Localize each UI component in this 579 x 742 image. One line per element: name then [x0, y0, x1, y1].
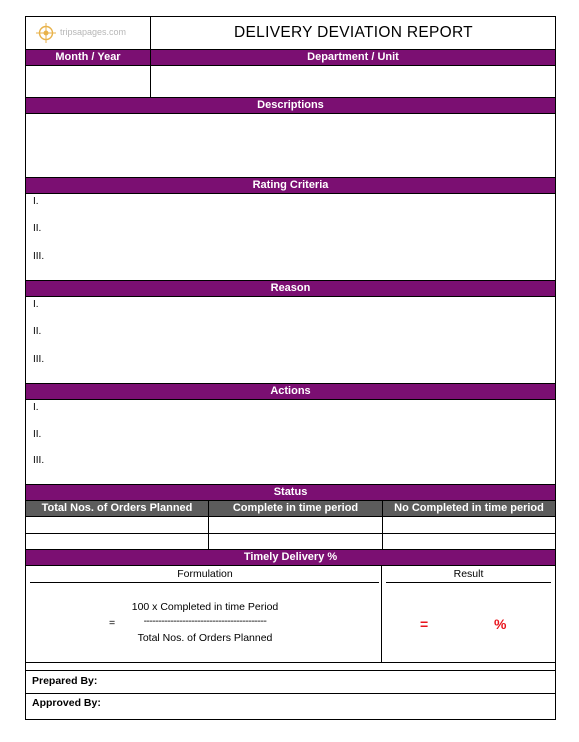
timely-delivery-header: Timely Delivery %	[25, 549, 556, 566]
logo	[30, 22, 145, 44]
result-underline	[386, 582, 551, 583]
actions-item-1: I.	[33, 402, 39, 413]
reason-item-3: III.	[33, 354, 45, 365]
status-col-total-planned: Total Nos. of Orders Planned	[25, 500, 209, 517]
prepared-by-label: Prepared By:	[32, 675, 98, 687]
rating-item-3: III.	[33, 251, 45, 262]
department-header: Department / Unit	[150, 49, 556, 66]
month-year-header: Month / Year	[25, 49, 151, 66]
reason-item-2: II.	[33, 326, 42, 337]
status-cell-not-complete[interactable]	[383, 517, 555, 533]
actions-item-2: II.	[33, 429, 42, 440]
result-percent: %	[494, 616, 507, 632]
formulation-label: Formulation	[177, 568, 233, 580]
status-cell-complete[interactable]	[209, 517, 382, 533]
actions-header: Actions	[25, 383, 556, 400]
month-year-field[interactable]	[26, 66, 150, 97]
formula-divider: -----------------------------------------	[143, 615, 267, 627]
descriptions-field[interactable]	[26, 114, 555, 177]
rating-item-1: I.	[33, 196, 39, 207]
status-col-complete: Complete in time period	[208, 500, 383, 517]
status-header: Status	[25, 484, 556, 501]
department-field[interactable]	[151, 66, 555, 97]
status-cell-total[interactable]	[26, 517, 208, 533]
logo-icon	[36, 23, 56, 43]
status-col-not-complete: No Completed in time period	[382, 500, 556, 517]
report-title: DELIVERY DEVIATION REPORT	[234, 24, 473, 41]
approved-by-label: Approved By:	[32, 697, 101, 709]
approved-by-field[interactable]	[110, 694, 550, 718]
prepared-top-line	[25, 662, 556, 663]
descriptions-header: Descriptions	[25, 97, 556, 114]
formula-denominator: Total Nos. of Orders Planned	[137, 632, 273, 644]
reason-header: Reason	[25, 280, 556, 297]
reason-item-1: I.	[33, 299, 39, 310]
prepared-by-field[interactable]	[110, 671, 550, 693]
formula-equals: =	[109, 617, 116, 629]
rating-criteria-header: Rating Criteria	[25, 177, 556, 194]
result-label: Result	[453, 568, 484, 580]
status-row-line	[25, 533, 556, 534]
actions-item-3: III.	[33, 455, 45, 466]
formula-numerator: 100 x Completed in time Period	[131, 601, 279, 613]
logo-text: tripsapages.com	[60, 27, 127, 37]
result-equals: =	[420, 616, 429, 632]
formulation-underline	[30, 582, 379, 583]
formulation-divider	[381, 566, 382, 663]
rating-item-2: II.	[33, 223, 42, 234]
